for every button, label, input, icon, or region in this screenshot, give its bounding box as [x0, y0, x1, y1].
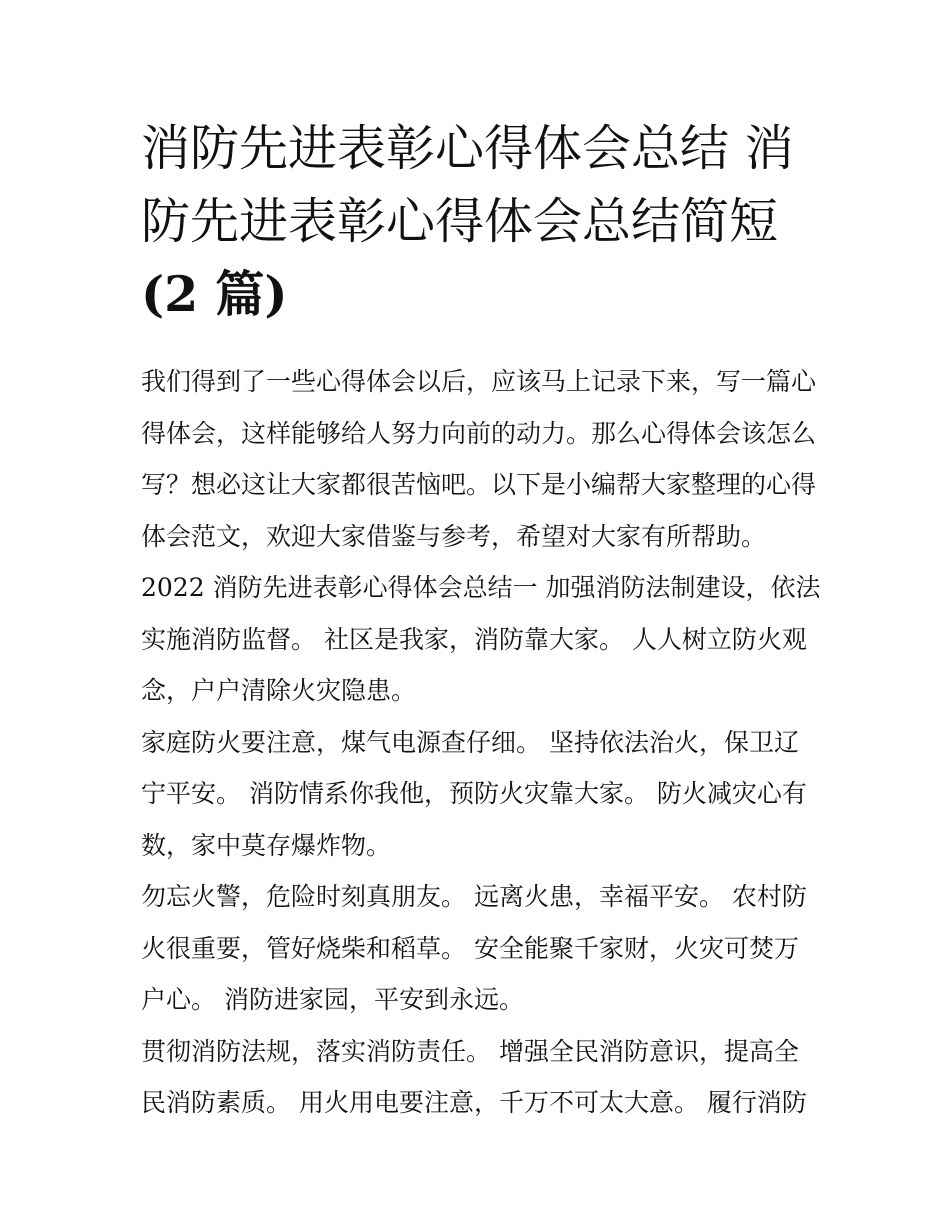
body-line: 民消防素质。 用火用电要注意，千万不可太大意。 履行消防	[141, 1088, 807, 1117]
body-line: 实施消防监督。 社区是我家，消防靠大家。 人人树立防火观	[141, 624, 807, 654]
body-line: 写？想必这让大家都很苦恼吧。以下是小编帮大家整理的心得	[141, 470, 817, 499]
body-line: 数，家中莫存爆炸物。	[141, 830, 392, 860]
title-line: 消防先进表彰心得体会总结 消	[141, 120, 794, 177]
document-body	[141, 356, 831, 1129]
body-line: 勿忘火警，危险时刻真朋友。 远离火患，幸福平安。 农村防	[141, 882, 807, 911]
body-line: 火很重要，管好烧柴和稻草。 安全能聚千家财，火灾可焚万	[141, 933, 799, 963]
body-line: 贯彻消防法规，落实消防责任。 增强全民消防意识，提高全	[141, 1036, 799, 1066]
body-line: 念，户户清除火灾隐患。	[141, 676, 417, 705]
body-line: 家庭防火要注意，煤气电源查仔细。 坚持依法治火，保卫辽	[141, 727, 799, 757]
body-line: 2022 消防先进表彰心得体会总结一 加强消防法制建设，依法	[141, 573, 821, 602]
document-title	[141, 112, 821, 331]
title-line: 防先进表彰心得体会总结简短	[141, 193, 779, 250]
body-line: 我们得到了一些心得体会以后，应该马上记录下来，写一篇心	[141, 367, 817, 396]
body-line: 户心。 消防进家园，平安到永远。	[141, 985, 524, 1014]
body-line: 宁平安。 消防情系你我他，预防火灾靠大家。 防火减灾心有	[141, 779, 807, 808]
body-line: 得体会，这样能够给人努力向前的动力。那么心得体会该怎么	[141, 418, 817, 448]
body-line: 体会范文，欢迎大家借鉴与参考，希望对大家有所帮助。	[141, 521, 767, 551]
title-line: (2 篇)	[141, 265, 288, 323]
